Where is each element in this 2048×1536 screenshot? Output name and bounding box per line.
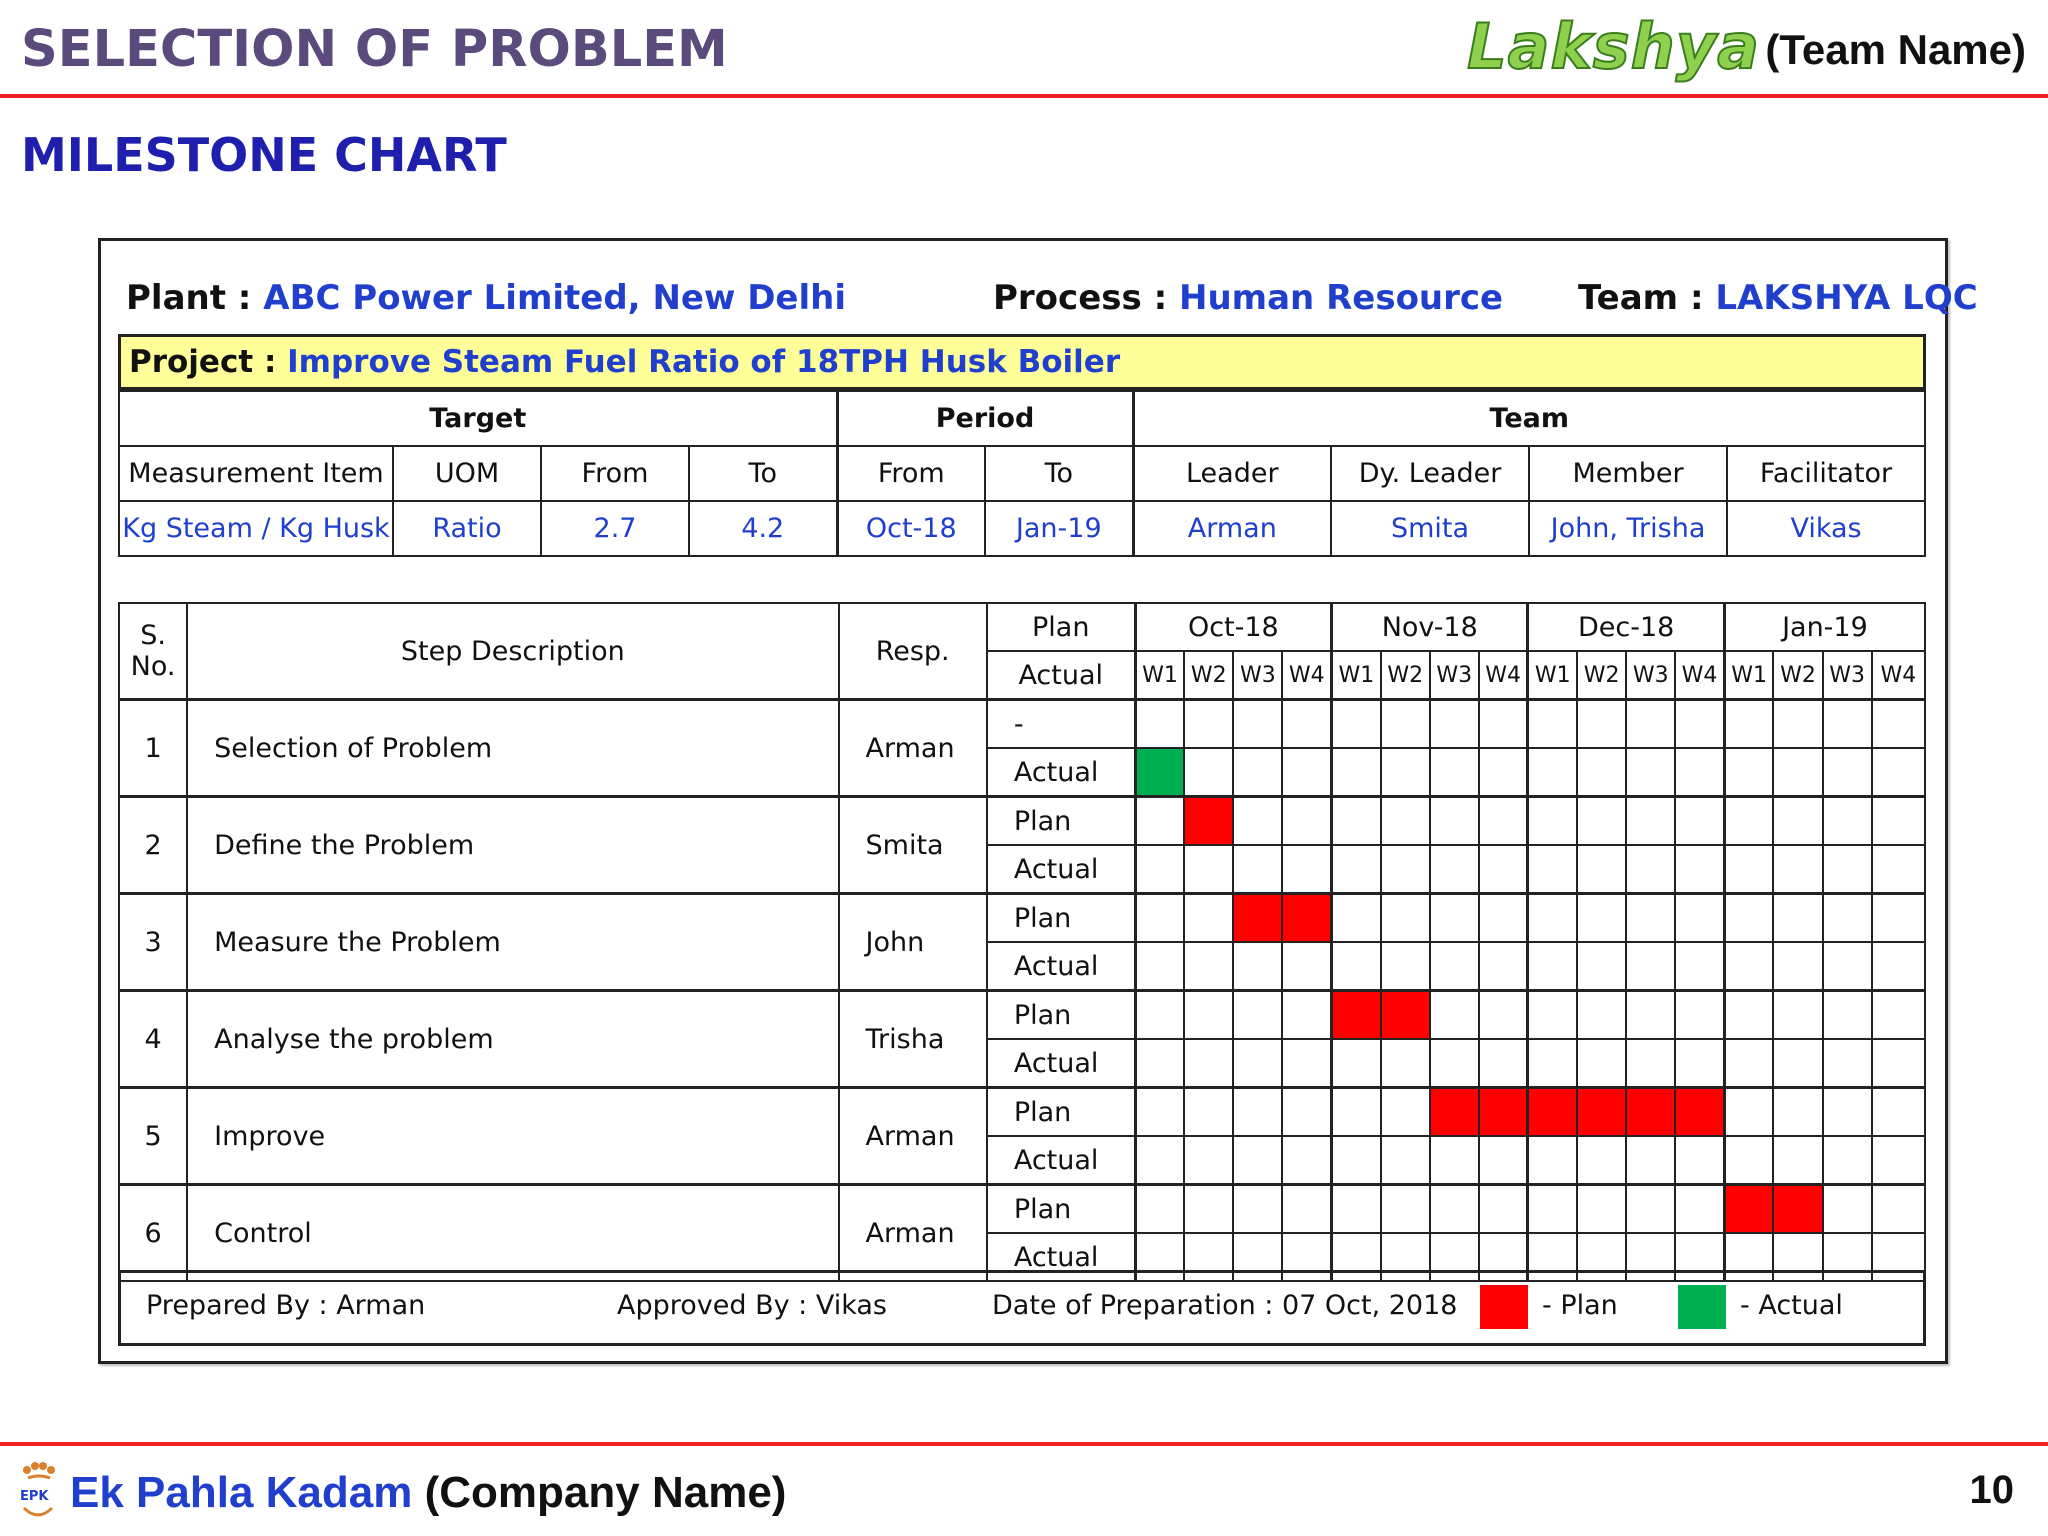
- week-cell-plan: [1135, 1088, 1184, 1137]
- week-header: W4: [1675, 651, 1724, 700]
- week-header: W2: [1577, 651, 1626, 700]
- plant-info: [126, 278, 846, 318]
- logo-text: EPK: [20, 1489, 49, 1504]
- col-header: To: [689, 446, 837, 501]
- chart-title: MILESTONE CHART: [21, 128, 507, 182]
- actual-label: Actual: [987, 942, 1135, 991]
- week-cell-plan: [1135, 1185, 1184, 1234]
- week-cell-actual: [1675, 1136, 1724, 1185]
- week-cell-plan: [1675, 700, 1724, 749]
- week-cell-plan: [1872, 700, 1925, 749]
- step-number: 1: [119, 700, 187, 797]
- week-cell-plan: [1823, 1088, 1872, 1137]
- target-to: 4.2: [689, 501, 837, 556]
- week-cell-actual: [1381, 845, 1430, 894]
- week-cell-plan: [1184, 1088, 1233, 1137]
- week-cell-plan: [1528, 991, 1577, 1040]
- week-cell-actual: [1381, 1039, 1430, 1088]
- col-header: UOM: [393, 446, 541, 501]
- sno-header-bottom: No.: [130, 651, 176, 682]
- week-cell-actual: [1626, 942, 1675, 991]
- week-cell-actual: [1381, 1136, 1430, 1185]
- step-number: 4: [119, 991, 187, 1088]
- week-cell-actual: [1872, 748, 1925, 797]
- week-cell-actual: [1282, 1039, 1331, 1088]
- week-cell-actual: [1577, 942, 1626, 991]
- week-cell-actual: [1675, 748, 1724, 797]
- step-header: Step Description: [187, 603, 838, 700]
- week-cell-actual: [1626, 845, 1675, 894]
- week-cell-plan: [1184, 894, 1233, 943]
- step-responsible: John: [839, 894, 987, 991]
- process-label: Process :: [993, 278, 1168, 318]
- week-cell-actual: [1773, 748, 1822, 797]
- week-cell-plan: [1626, 894, 1675, 943]
- week-cell-plan: [1626, 991, 1675, 1040]
- week-cell-plan: [1282, 1088, 1331, 1137]
- week-cell-plan: [1233, 1088, 1282, 1137]
- actual-label: Actual: [987, 845, 1135, 894]
- group-header-period: Period: [837, 391, 1133, 446]
- col-header: From: [541, 446, 689, 501]
- plant-value: ABC Power Limited, New Delhi: [263, 278, 846, 318]
- week-cell-plan: [1675, 894, 1724, 943]
- week-cell-plan: [1675, 1185, 1724, 1234]
- week-cell-plan: [1479, 894, 1528, 943]
- epk-logo-icon: [18, 1462, 58, 1522]
- week-cell-actual: [1135, 845, 1184, 894]
- week-cell-plan: [1135, 797, 1184, 846]
- week-header: W1: [1135, 651, 1184, 700]
- week-header: W3: [1233, 651, 1282, 700]
- week-cell-plan: [1184, 991, 1233, 1040]
- week-cell-plan: [1823, 991, 1872, 1040]
- week-cell-actual: [1184, 748, 1233, 797]
- week-cell-plan: [1135, 700, 1184, 749]
- col-header: To: [985, 446, 1133, 501]
- week-cell-plan: [1282, 991, 1331, 1040]
- week-cell-plan: [1773, 797, 1822, 846]
- week-cell-actual: [1675, 942, 1724, 991]
- week-cell-plan: [1430, 991, 1479, 1040]
- week-cell-plan: [1381, 1185, 1430, 1234]
- week-header: W1: [1724, 651, 1773, 700]
- col-header: Measurement Item: [119, 446, 393, 501]
- plan-label: Plan: [987, 1185, 1135, 1234]
- gantt-row-plan: [119, 797, 1925, 846]
- week-cell-plan: [1577, 894, 1626, 943]
- week-cell-plan: [1233, 991, 1282, 1040]
- week-header: W4: [1479, 651, 1528, 700]
- week-cell-actual: [1773, 942, 1822, 991]
- week-cell-plan: [1233, 700, 1282, 749]
- group-header-team: Team: [1133, 391, 1925, 446]
- week-cell-actual: [1773, 1136, 1822, 1185]
- week-cell-actual: [1479, 942, 1528, 991]
- week-cell-actual: [1184, 1039, 1233, 1088]
- step-description: Measure the Problem: [187, 894, 838, 991]
- week-header: W3: [1626, 651, 1675, 700]
- company-name-suffix: (Company Name): [424, 1468, 787, 1517]
- week-cell-actual: [1724, 748, 1773, 797]
- gantt-row-plan: [119, 1088, 1925, 1137]
- sno-header-top: S.: [140, 620, 166, 651]
- week-cell-actual: [1823, 1136, 1872, 1185]
- step-description: Improve: [187, 1088, 838, 1185]
- week-cell-actual: [1430, 1136, 1479, 1185]
- team-label: Team :: [1578, 278, 1704, 318]
- week-cell-actual: [1724, 942, 1773, 991]
- week-cell-plan: [1724, 1088, 1773, 1137]
- week-cell-actual: [1332, 942, 1381, 991]
- week-cell-plan: [1528, 894, 1577, 943]
- team-dy-leader: Smita: [1331, 501, 1529, 556]
- week-cell-plan: [1332, 797, 1381, 846]
- step-responsible: Arman: [839, 1185, 987, 1282]
- week-cell-plan: [1724, 797, 1773, 846]
- sno-header: [119, 603, 187, 700]
- week-cell-actual: [1282, 942, 1331, 991]
- team-value: LAKSHYA LQC: [1715, 278, 1978, 318]
- week-cell-actual: [1528, 748, 1577, 797]
- step-description: Define the Problem: [187, 797, 838, 894]
- week-cell-plan: [1381, 700, 1430, 749]
- week-cell-plan: [1332, 1185, 1381, 1234]
- week-cell-plan: [1626, 1185, 1675, 1234]
- team-leader: Arman: [1133, 501, 1331, 556]
- page-number: 10: [1969, 1468, 2014, 1512]
- week-cell-plan: [1872, 1185, 1925, 1234]
- week-cell-plan: [1135, 894, 1184, 943]
- milestone-gantt-table: [118, 602, 1926, 1282]
- week-cell-plan: [1479, 700, 1528, 749]
- week-cell-plan: [1872, 1088, 1925, 1137]
- week-cell-plan: [1773, 1185, 1822, 1234]
- week-cell-plan: [1233, 797, 1282, 846]
- legend-actual-label: - Actual: [1740, 1290, 1843, 1321]
- legend-actual-swatch: [1678, 1285, 1726, 1329]
- week-cell-plan: [1773, 1088, 1822, 1137]
- week-cell-actual: [1233, 748, 1282, 797]
- week-header: W4: [1872, 651, 1925, 700]
- week-cell-plan: [1479, 991, 1528, 1040]
- step-responsible: Arman: [839, 700, 987, 797]
- company-name: [70, 1468, 786, 1518]
- week-cell-plan: [1773, 700, 1822, 749]
- gantt-row-plan: [119, 991, 1925, 1040]
- week-cell-actual: [1823, 942, 1872, 991]
- week-cell-plan: [1675, 1088, 1724, 1137]
- week-cell-actual: [1675, 845, 1724, 894]
- week-cell-plan: [1332, 894, 1381, 943]
- step-number: 5: [119, 1088, 187, 1185]
- actual-label: Actual: [987, 748, 1135, 797]
- week-cell-actual: [1430, 942, 1479, 991]
- week-cell-actual: [1724, 1136, 1773, 1185]
- week-cell-plan: [1528, 797, 1577, 846]
- col-header: Leader: [1133, 446, 1331, 501]
- week-cell-actual: [1872, 1039, 1925, 1088]
- week-cell-plan: [1479, 1185, 1528, 1234]
- prepared-by: Prepared By : Arman: [146, 1290, 426, 1321]
- week-cell-plan: [1577, 797, 1626, 846]
- week-cell-plan: [1381, 991, 1430, 1040]
- week-cell-actual: [1430, 1039, 1479, 1088]
- step-description: Control: [187, 1185, 838, 1282]
- week-header: W3: [1430, 651, 1479, 700]
- week-cell-plan: [1430, 1185, 1479, 1234]
- week-cell-plan: [1577, 1185, 1626, 1234]
- plan-label: Plan: [987, 1088, 1135, 1137]
- week-cell-actual: [1577, 1039, 1626, 1088]
- week-header: W4: [1282, 651, 1331, 700]
- week-cell-plan: [1724, 1185, 1773, 1234]
- week-cell-actual: [1823, 748, 1872, 797]
- week-cell-plan: [1282, 1185, 1331, 1234]
- gantt-row-plan: [119, 894, 1925, 943]
- plan-label: -: [987, 700, 1135, 749]
- week-cell-plan: [1773, 894, 1822, 943]
- week-cell-plan: [1823, 894, 1872, 943]
- week-cell-plan: [1626, 1088, 1675, 1137]
- week-cell-actual: [1724, 845, 1773, 894]
- week-header: W2: [1381, 651, 1430, 700]
- week-cell-actual: [1332, 845, 1381, 894]
- week-cell-plan: [1430, 797, 1479, 846]
- week-cell-plan: [1332, 1088, 1381, 1137]
- project-value: Improve Steam Fuel Ratio of 18TPH Husk Boiler: [287, 344, 1121, 380]
- week-cell-actual: [1528, 1039, 1577, 1088]
- week-cell-actual: [1430, 748, 1479, 797]
- target-table: [118, 390, 1926, 557]
- resp-header: Resp.: [839, 603, 987, 700]
- actual-label: Actual: [987, 1233, 1135, 1281]
- week-cell-actual: [1675, 1039, 1724, 1088]
- week-cell-plan: [1430, 1088, 1479, 1137]
- week-header: W1: [1332, 651, 1381, 700]
- week-cell-actual: [1773, 1039, 1822, 1088]
- week-cell-actual: [1184, 1136, 1233, 1185]
- week-cell-actual: [1233, 845, 1282, 894]
- gantt-row-plan: [119, 700, 1925, 749]
- week-cell-plan: [1430, 700, 1479, 749]
- step-responsible: Trisha: [839, 991, 987, 1088]
- week-cell-actual: [1823, 845, 1872, 894]
- week-cell-actual: [1528, 1136, 1577, 1185]
- week-cell-plan: [1626, 797, 1675, 846]
- actual-label: Actual: [987, 1136, 1135, 1185]
- week-cell-plan: [1332, 700, 1381, 749]
- week-cell-plan: [1381, 797, 1430, 846]
- week-cell-plan: [1381, 1088, 1430, 1137]
- week-cell-actual: [1135, 748, 1184, 797]
- step-responsible: Smita: [839, 797, 987, 894]
- week-cell-plan: [1872, 991, 1925, 1040]
- week-cell-actual: [1233, 942, 1282, 991]
- week-cell-actual: [1626, 748, 1675, 797]
- week-cell-plan: [1233, 1185, 1282, 1234]
- step-description: Selection of Problem: [187, 700, 838, 797]
- team-info: [1578, 278, 1978, 318]
- company-name-value: Ek Pahla Kadam: [70, 1468, 413, 1517]
- week-header: W1: [1528, 651, 1577, 700]
- legend-plan-label: - Plan: [1542, 1290, 1618, 1321]
- month-header: Jan-19: [1724, 603, 1925, 651]
- project-label: Project :: [129, 344, 277, 380]
- week-cell-plan: [1184, 1185, 1233, 1234]
- week-cell-actual: [1381, 748, 1430, 797]
- week-cell-plan: [1184, 700, 1233, 749]
- week-cell-plan: [1823, 700, 1872, 749]
- legend-plan-swatch: [1480, 1285, 1528, 1329]
- week-cell-actual: [1872, 942, 1925, 991]
- step-responsible: Arman: [839, 1088, 987, 1185]
- week-cell-plan: [1479, 797, 1528, 846]
- actual-label: Actual: [987, 1039, 1135, 1088]
- period-from: Oct-18: [837, 501, 985, 556]
- week-cell-actual: [1479, 1136, 1528, 1185]
- col-header: Member: [1529, 446, 1727, 501]
- week-cell-actual: [1872, 1136, 1925, 1185]
- team-logo: Lakshya: [1467, 10, 1760, 83]
- plan-label: Plan: [987, 991, 1135, 1040]
- col-header: From: [837, 446, 985, 501]
- week-cell-actual: [1773, 845, 1822, 894]
- footer-divider: [0, 1442, 2048, 1446]
- group-header-target: Target: [119, 391, 837, 446]
- week-cell-plan: [1577, 700, 1626, 749]
- project-bar: [118, 334, 1926, 390]
- step-number: 2: [119, 797, 187, 894]
- month-header: Dec-18: [1528, 603, 1724, 651]
- week-cell-plan: [1872, 894, 1925, 943]
- week-cell-plan: [1577, 991, 1626, 1040]
- week-cell-actual: [1135, 1136, 1184, 1185]
- step-number: 3: [119, 894, 187, 991]
- week-cell-plan: [1282, 700, 1331, 749]
- target-from: 2.7: [541, 501, 689, 556]
- week-cell-plan: [1675, 991, 1724, 1040]
- actual-header: Actual: [987, 651, 1135, 700]
- col-header: Dy. Leader: [1331, 446, 1529, 501]
- week-cell-actual: [1626, 1039, 1675, 1088]
- week-cell-plan: [1626, 700, 1675, 749]
- week-cell-plan: [1675, 797, 1724, 846]
- week-cell-plan: [1528, 700, 1577, 749]
- date-of-preparation: Date of Preparation : 07 Oct, 2018: [992, 1290, 1458, 1321]
- week-cell-plan: [1724, 894, 1773, 943]
- process-value: Human Resource: [1179, 278, 1504, 318]
- week-cell-actual: [1626, 1136, 1675, 1185]
- uom-value: Ratio: [393, 501, 541, 556]
- week-cell-plan: [1332, 991, 1381, 1040]
- month-header: Oct-18: [1135, 603, 1331, 651]
- week-cell-actual: [1332, 1039, 1381, 1088]
- process-info: [993, 278, 1503, 318]
- week-header: W2: [1773, 651, 1822, 700]
- week-cell-plan: [1872, 797, 1925, 846]
- week-cell-actual: [1528, 942, 1577, 991]
- week-cell-actual: [1184, 942, 1233, 991]
- week-cell-actual: [1577, 1136, 1626, 1185]
- week-cell-plan: [1528, 1185, 1577, 1234]
- plan-header: Plan: [987, 603, 1135, 651]
- week-cell-actual: [1479, 748, 1528, 797]
- week-cell-plan: [1184, 797, 1233, 846]
- week-cell-actual: [1872, 845, 1925, 894]
- plan-label: Plan: [987, 797, 1135, 846]
- week-cell-actual: [1381, 942, 1430, 991]
- week-cell-actual: [1332, 1136, 1381, 1185]
- week-cell-actual: [1282, 748, 1331, 797]
- week-cell-plan: [1724, 991, 1773, 1040]
- week-header: W2: [1184, 651, 1233, 700]
- week-cell-actual: [1724, 1039, 1773, 1088]
- week-cell-actual: [1479, 1039, 1528, 1088]
- week-cell-plan: [1381, 894, 1430, 943]
- week-cell-plan: [1479, 1088, 1528, 1137]
- week-cell-actual: [1577, 748, 1626, 797]
- week-cell-actual: [1282, 845, 1331, 894]
- period-to: Jan-19: [985, 501, 1133, 556]
- week-cell-actual: [1430, 845, 1479, 894]
- week-cell-plan: [1282, 894, 1331, 943]
- approved-by: Approved By : Vikas: [617, 1290, 887, 1321]
- week-cell-actual: [1577, 845, 1626, 894]
- slide-title: SELECTION OF PROBLEM: [21, 20, 728, 79]
- measurement-item: Kg Steam / Kg Husk: [119, 501, 393, 556]
- week-cell-plan: [1773, 991, 1822, 1040]
- week-cell-plan: [1823, 1185, 1872, 1234]
- week-cell-actual: [1135, 942, 1184, 991]
- week-cell-actual: [1528, 845, 1577, 894]
- week-cell-plan: [1724, 700, 1773, 749]
- week-cell-actual: [1282, 1136, 1331, 1185]
- week-cell-actual: [1135, 1039, 1184, 1088]
- week-cell-actual: [1823, 1039, 1872, 1088]
- plan-label: Plan: [987, 894, 1135, 943]
- team-facilitator: Vikas: [1727, 501, 1925, 556]
- week-cell-plan: [1528, 1088, 1577, 1137]
- week-cell-plan: [1135, 991, 1184, 1040]
- week-cell-plan: [1282, 797, 1331, 846]
- week-cell-actual: [1479, 845, 1528, 894]
- week-header: W3: [1823, 651, 1872, 700]
- week-cell-actual: [1184, 845, 1233, 894]
- week-cell-plan: [1430, 894, 1479, 943]
- month-header: Nov-18: [1332, 603, 1528, 651]
- week-cell-plan: [1823, 797, 1872, 846]
- col-header: Facilitator: [1727, 446, 1925, 501]
- header-divider: [0, 94, 2048, 98]
- team-name: (Team Name): [1765, 26, 2026, 73]
- step-description: Analyse the problem: [187, 991, 838, 1088]
- step-number: 6: [119, 1185, 187, 1282]
- week-cell-actual: [1332, 748, 1381, 797]
- week-cell-plan: [1577, 1088, 1626, 1137]
- week-cell-actual: [1233, 1136, 1282, 1185]
- team-member: John, Trisha: [1529, 501, 1727, 556]
- week-cell-plan: [1233, 894, 1282, 943]
- gantt-row-plan: [119, 1185, 1925, 1234]
- week-cell-actual: [1233, 1039, 1282, 1088]
- plant-label: Plant :: [126, 278, 252, 318]
